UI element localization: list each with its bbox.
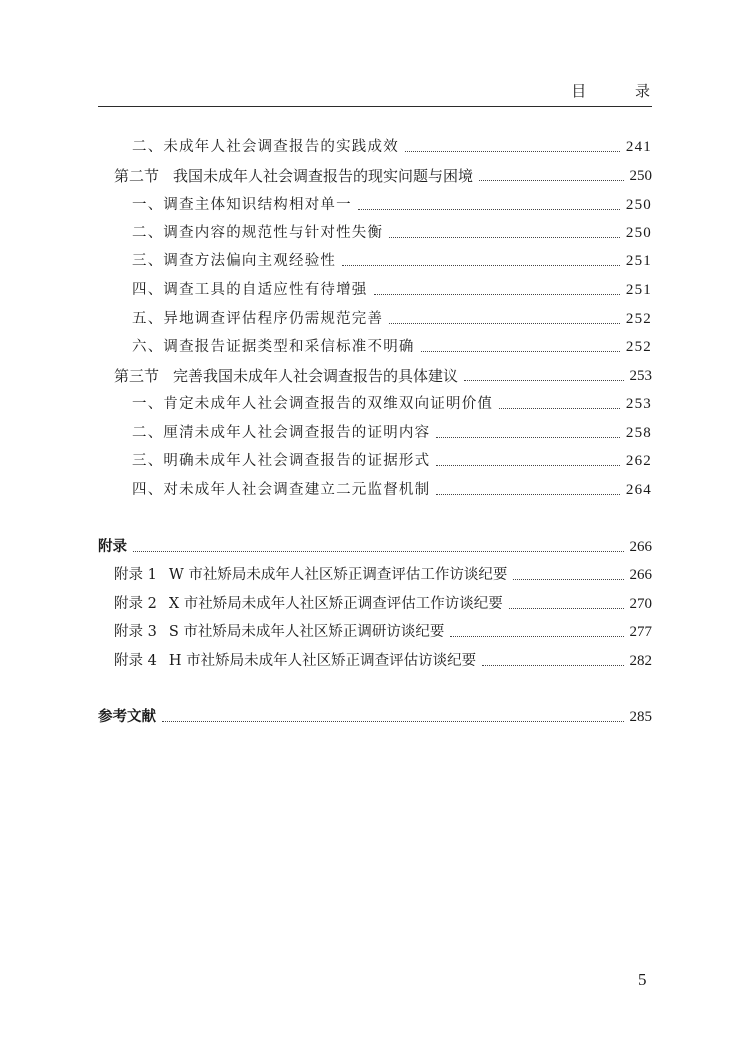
- toc-entry-page: 264: [625, 482, 652, 498]
- dot-leader: [405, 151, 620, 152]
- toc-entry-label: S 市社矫局未成年人社区矫正调研访谈纪要: [168, 624, 445, 640]
- toc-entry-page: 251: [625, 253, 652, 269]
- toc-entry-label: 三、明确未成年人社会调查报告的证据形式: [132, 453, 431, 469]
- toc-entry-page: 258: [625, 425, 652, 441]
- dot-leader: [342, 265, 620, 266]
- toc-entry-page: 262: [625, 453, 652, 469]
- toc-appendix-item[interactable]: [114, 621, 652, 643]
- toc-entry-label: 六、调查报告证据类型和采信标准不明确: [132, 339, 415, 355]
- toc-entry[interactable]: [132, 422, 652, 444]
- dot-leader: [389, 323, 620, 324]
- appendix-number: 附录 2: [114, 596, 157, 612]
- toc-entry-page: 250: [625, 197, 652, 213]
- toc-entry[interactable]: [132, 393, 652, 415]
- toc-entry-label: 三、调查方法偏向主观经验性: [132, 253, 337, 269]
- toc-section-entry[interactable]: [114, 365, 652, 387]
- dot-leader: [358, 209, 620, 210]
- dot-leader: [133, 551, 624, 552]
- toc-entry-label: 四、对未成年人社会调查建立二元监督机制: [132, 482, 431, 498]
- toc-entry[interactable]: [132, 136, 652, 158]
- dot-leader: [374, 294, 620, 295]
- toc-entry-label: 完善我国未成年人社会调查报告的具体建议: [173, 367, 459, 385]
- toc-entry[interactable]: [132, 308, 652, 330]
- dot-leader: [162, 721, 624, 722]
- toc-entry-page: 277: [629, 624, 652, 640]
- toc-entry[interactable]: [132, 250, 652, 272]
- dot-leader: [436, 494, 620, 495]
- dot-leader: [499, 408, 620, 409]
- section-number: 第三节: [114, 367, 160, 385]
- toc-entry-label: 二、调查内容的规范性与针对性失衡: [132, 225, 384, 241]
- toc-entry-page: 266: [629, 539, 652, 555]
- header-title: 目 录: [571, 82, 672, 100]
- toc-entry-label: X 市社矫局未成年人社区矫正调查评估工作访谈纪要: [168, 596, 503, 612]
- toc-entry[interactable]: [132, 479, 652, 501]
- section-number: 第二节: [114, 167, 160, 185]
- toc-entry-label: W 市社矫局未成年人社区矫正调查评估工作访谈纪要: [168, 567, 508, 583]
- toc-entry-label: 我国未成年人社会调查报告的现实问题与困境: [173, 167, 474, 185]
- toc-entry[interactable]: [132, 336, 652, 358]
- dot-leader: [482, 665, 623, 666]
- page-number: 5: [638, 970, 647, 989]
- toc-entry-label: 二、厘清未成年人社会调查报告的证明内容: [132, 425, 431, 441]
- dot-leader: [513, 579, 623, 580]
- dot-leader: [436, 437, 620, 438]
- toc-entry-page: 270: [629, 596, 652, 612]
- toc-entry-label: 一、肯定未成年人社会调查报告的双维双向证明价值: [132, 396, 494, 412]
- toc-entry[interactable]: [132, 450, 652, 472]
- toc-entry-label: 一、调查主体知识结构相对单一: [132, 197, 352, 213]
- references-label: 参考文献: [98, 709, 156, 725]
- toc-section-entry[interactable]: [114, 165, 652, 187]
- toc-entry-page: 253: [629, 368, 652, 384]
- running-header: [98, 80, 672, 107]
- dot-leader: [464, 380, 623, 381]
- toc-entry-label: H 市社矫局未成年人社区矫正调查评估访谈纪要: [168, 653, 477, 669]
- appendix-number: 附录 3: [114, 624, 157, 640]
- toc-entry-page: 282: [629, 653, 652, 669]
- toc-entry-label: 二、未成年人社会调查报告的实践成效: [132, 139, 399, 155]
- dot-leader: [479, 180, 623, 181]
- dot-leader: [421, 351, 620, 352]
- toc-entry-page: 252: [625, 339, 652, 355]
- toc-entry-label: 四、调查工具的自适应性有待增强: [132, 282, 368, 298]
- toc-references-entry[interactable]: [98, 706, 652, 728]
- toc-entry[interactable]: [132, 222, 652, 244]
- toc-appendix-item[interactable]: [114, 650, 652, 672]
- toc-entry-page: 253: [625, 396, 652, 412]
- toc-entry-page: 250: [625, 225, 652, 241]
- appendix-number: 附录 1: [114, 567, 157, 583]
- toc-appendix-item[interactable]: [114, 564, 652, 586]
- toc-entry-label: 五、异地调查评估程序仍需规范完善: [132, 311, 384, 327]
- dot-leader: [509, 608, 624, 609]
- dot-leader: [436, 465, 620, 466]
- toc-entry-page: 251: [625, 282, 652, 298]
- toc-entry-page: 285: [629, 709, 652, 725]
- appendix-label: 附录: [98, 539, 127, 555]
- dot-leader: [389, 237, 620, 238]
- toc-entry-page: 241: [625, 139, 652, 155]
- toc-appendix-item[interactable]: [114, 593, 652, 615]
- toc-entry-page: 250: [629, 168, 652, 184]
- toc-entry-page: 266: [629, 567, 652, 583]
- toc-appendix-entry[interactable]: [98, 536, 652, 558]
- toc-entry[interactable]: [132, 194, 652, 216]
- toc-entry-page: 252: [625, 311, 652, 327]
- appendix-number: 附录 4: [114, 653, 157, 669]
- dot-leader: [450, 636, 623, 637]
- toc-entry[interactable]: [132, 279, 652, 301]
